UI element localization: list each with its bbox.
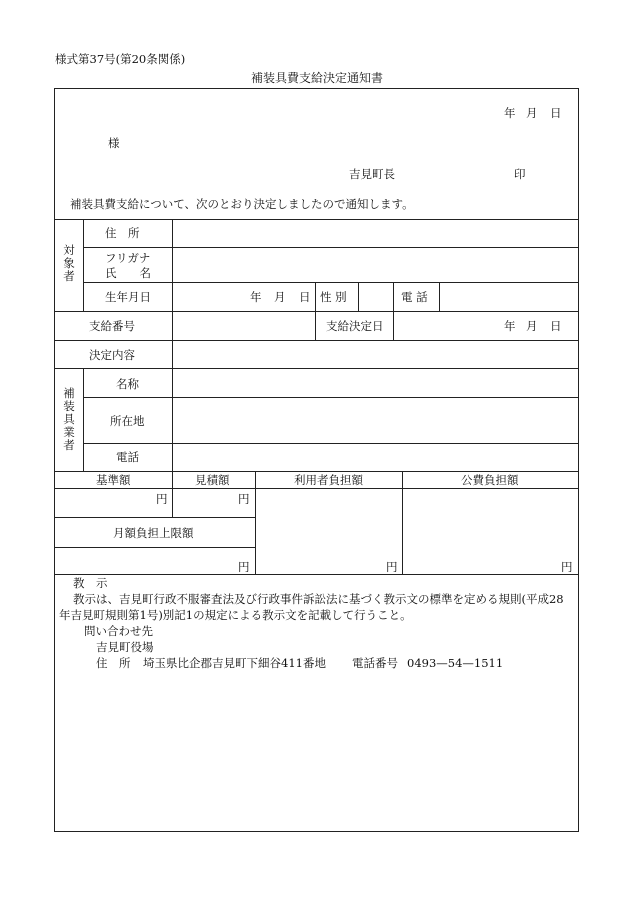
phone-label: 電 話 [401, 290, 428, 304]
rule [54, 368, 579, 369]
rule [54, 311, 579, 312]
vendor-name-label: 名称 [116, 377, 139, 391]
base-amount-header: 基準額 [96, 473, 131, 487]
payment-year: 年 [504, 319, 516, 333]
rule [83, 247, 579, 248]
birthdate-label: 生年月日 [105, 290, 151, 304]
base-yen: 円 [156, 492, 168, 506]
rule [54, 574, 579, 575]
frame-right [578, 88, 579, 832]
rule [393, 282, 394, 340]
birth-year: 年 [250, 290, 262, 304]
estimate-header: 見積額 [195, 473, 230, 487]
rule [172, 340, 173, 369]
seal-mark: 印 [514, 167, 526, 181]
payment-date-label: 支給決定日 [326, 319, 384, 333]
contact-address-label: 住 所 [96, 656, 131, 670]
vendor-location-label: 所在地 [110, 414, 145, 428]
rule [54, 340, 579, 341]
furigana-label: フリガナ [105, 251, 151, 265]
date-year: 年 [504, 106, 516, 120]
notice-heading: 教 示 [73, 576, 108, 590]
rule [402, 471, 403, 575]
notice-line-2: 年吉見町規則第1号)別記1の規定による教示文を記載して行うこと。 [59, 608, 412, 622]
monthly-cap-label: 月額負担上限額 [113, 526, 194, 540]
rule [54, 219, 579, 220]
frame-top [54, 88, 579, 89]
contact-address: 埼玉県比企郡吉見町下細谷411番地 [143, 656, 326, 670]
public-burden-header: 公費負担額 [461, 473, 519, 487]
birth-month: 月 [274, 290, 286, 304]
name-label: 氏 名 [105, 266, 151, 280]
subject-group-label: 対象者 [63, 243, 75, 283]
rule [83, 282, 579, 283]
date-month: 月 [526, 106, 538, 120]
rule [172, 471, 173, 518]
rule [83, 443, 579, 444]
recipient-suffix: 様 [108, 136, 120, 150]
rule [83, 219, 84, 311]
rule [54, 471, 579, 472]
rule [255, 471, 256, 575]
rule [172, 368, 173, 472]
rule [83, 368, 84, 472]
payment-day: 日 [550, 319, 562, 333]
gender-label: 性 別 [320, 290, 347, 304]
document-title: 補装具費支給決定通知書 [251, 71, 384, 85]
frame-bottom [54, 831, 579, 832]
contact-phone-label: 電話番号 [352, 656, 398, 670]
monthly-cap-yen: 円 [238, 560, 250, 574]
rule [54, 547, 255, 548]
birth-day: 日 [299, 290, 311, 304]
contact-heading: 問い合わせ先 [84, 624, 153, 638]
date-day: 日 [550, 106, 562, 120]
issuer: 吉見町長 [349, 167, 395, 181]
estimate-yen: 円 [238, 492, 250, 506]
decision-label: 決定内容 [89, 348, 135, 362]
payment-number-label: 支給番号 [89, 319, 135, 333]
rule [358, 282, 359, 311]
public-burden-yen: 円 [561, 560, 573, 574]
rule [54, 517, 255, 518]
form-number-label: 様式第37号(第20条関係) [55, 52, 186, 66]
user-burden-yen: 円 [386, 560, 398, 574]
notice-line-1: 教示は、吉見町行政不服審査法及び行政事件訴訟法に基づく教示文の標準を定める規則(平成28 [73, 592, 564, 606]
intro-text: 補装具費支給について、次のとおり決定しましたので通知します。 [70, 197, 414, 211]
user-burden-header: 利用者負担額 [294, 473, 363, 487]
rule [315, 282, 316, 340]
payment-month: 月 [526, 319, 538, 333]
contact-office: 吉見町役場 [96, 640, 154, 654]
address-label: 住 所 [105, 226, 140, 240]
vendor-phone-label: 電話 [116, 450, 139, 464]
frame-left [54, 88, 55, 832]
rule [439, 282, 440, 311]
rule [83, 397, 579, 398]
rule [54, 488, 579, 489]
contact-phone: 0493—54—1511 [407, 656, 504, 670]
vendor-group-label: 補装具業者 [63, 386, 75, 452]
rule [172, 219, 173, 341]
